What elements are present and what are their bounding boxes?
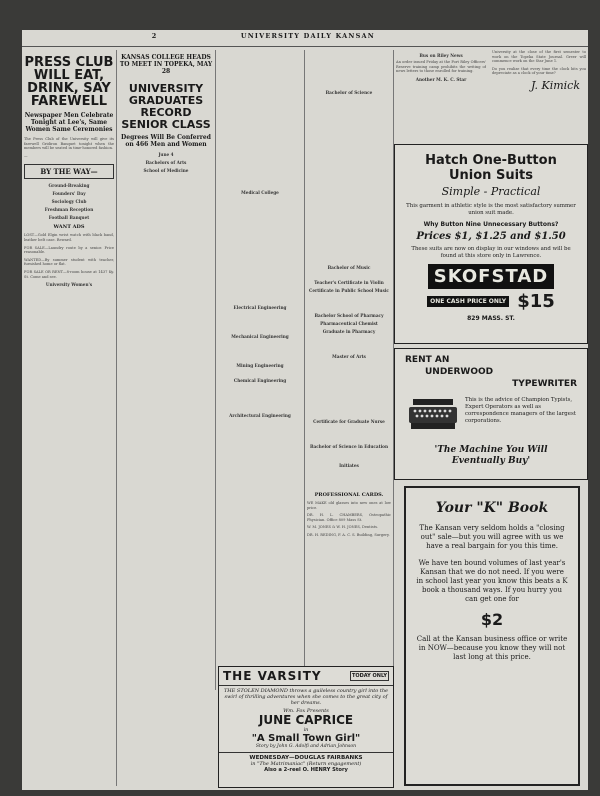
- press-club-headline: PRESS CLUB WILL EAT, DRINK, SAY FAREWELL: [24, 55, 114, 109]
- clock-body: Do you realize that every time the clock hits you depreciate as a clock of your time?: [492, 66, 586, 76]
- column-3: [218, 50, 302, 690]
- kansas-college-headline: KANSAS COLLEGE HEADS TO MEET IN TOPEKA, MAY 28: [119, 54, 213, 75]
- masthead: [22, 32, 588, 47]
- column-4: [307, 50, 391, 690]
- bachelor-pharmacy-subhead: Bachelor School of Pharmacy: [314, 313, 384, 318]
- column-rule: [215, 50, 216, 690]
- graduate-nurse-subhead: Certificate for Graduate Nurse: [313, 419, 385, 424]
- public-school-music-subhead: Certificate in Public School Music: [309, 288, 389, 293]
- mechanical-engineering-subhead: Mechanical Engineering: [231, 334, 289, 339]
- rent-an: RENT AN: [405, 355, 450, 365]
- prof-card-4: DR. H. REDING, F. A. C. S. Building, Surgery.: [307, 532, 390, 537]
- by-the-way-header: BY THE WAY—: [24, 164, 114, 179]
- skofstad-logo: [395, 264, 587, 289]
- founders-day-subhead: Founders' Day: [52, 191, 86, 197]
- skofstad-price: $15: [517, 291, 555, 312]
- column-1: [24, 50, 114, 786]
- k-book-p3: Call at the Kansan business office or write in NOW—because you know they will not last long at this price.: [416, 635, 568, 661]
- school-of-medicine-subhead: School of Medicine: [143, 168, 189, 173]
- graduate-pharmacy-subhead: Graduate in Pharmacy: [322, 329, 376, 334]
- press-club-subhead: Newspaper Men Celebrate Tonight at Lee's, Same Women Same Ceremonies: [24, 112, 114, 133]
- varsity-wednesday-film: in "The Matrimaniac" (Return engagement): [250, 761, 362, 767]
- pharmaceutical-chemist-subhead: Pharmaceutical Chemist: [320, 321, 378, 326]
- football-banquet-subhead: Football Banquet: [48, 215, 90, 221]
- skofstad-name: SKOFSTAD: [428, 264, 554, 289]
- prof-card-2: DR. H. L. CHAMBERS, Osteopathic Physician. Office 809 Mass St.: [307, 513, 391, 522]
- bachelor-music-subhead: Bachelor of Music: [327, 265, 371, 270]
- freshman-reception-subhead: Freshman Reception: [44, 207, 94, 213]
- skofstad-address: 829 MASS. ST.: [467, 315, 515, 322]
- varsity-today: TODAY ONLY: [351, 673, 387, 679]
- sociology-club-subhead: Sociology Club: [51, 199, 87, 205]
- hatch-union-suits-ad: [394, 144, 588, 344]
- typewriter-label: TYPEWRITER: [512, 379, 577, 389]
- mining-engineering-subhead: Mining Engineering: [236, 363, 284, 368]
- professional-cards-header: PROFESSIONAL CARDS.: [314, 492, 384, 498]
- hatch-shown: These suits are now on display in our windows and will be found at this store only in Lawrence.: [411, 246, 571, 259]
- k-book-ad: [404, 486, 580, 786]
- want-ad-wanted: WANTED—By summer student with teacher, furnished home or flat.: [24, 257, 114, 267]
- column-2: [119, 50, 213, 690]
- filler-text: —: [24, 153, 28, 158]
- star-body: University at the close of the first semester to work on the Topeka State Journal. Greer will commence work on the Star June 1.: [492, 50, 586, 64]
- bachelors-of-arts-subhead: Bachelors of Arts: [145, 160, 187, 165]
- medical-college-subhead: Medical College: [241, 190, 279, 195]
- column-rule: [304, 50, 305, 690]
- bachelor-science-subhead: Bachelor of Science: [325, 90, 373, 95]
- graduates-date: June 4: [158, 152, 174, 157]
- underwood-typewriter-ad: [394, 348, 588, 480]
- varsity-wednesday: WEDNESDAY—DOUGLAS FAIRBANKS: [249, 755, 363, 761]
- chemical-engineering-subhead: Chemical Engineering: [233, 378, 287, 383]
- master-of-arts-subhead: Master of Arts: [332, 354, 366, 359]
- press-club-body: The Press Club of the University will give its farewell Gridiron Banquet tonight when the members will be seated in time-honored fashion.: [24, 137, 114, 151]
- k-book-p1: The Kansan very seldom holds a "closing out" sale—but you will agree with us we have a real bargain for you this time.: [419, 524, 565, 550]
- riley-news-body: An order issued Friday at the Fort Riley Officers' Reserve training camp prohibits the writing of news letters to those enrolled for training.: [396, 60, 486, 74]
- varsity-theater-ad: [218, 666, 394, 788]
- k-book-title: Your "K" Book: [435, 500, 549, 516]
- graduates-headline: UNIVERSITY GRADUATES RECORD SENIOR CLASS: [121, 82, 211, 131]
- university-women-subhead: University Women's: [45, 282, 93, 288]
- teachers-certificate-subhead: Teacher's Certificate in Violin: [314, 280, 384, 285]
- varsity-header: [219, 667, 393, 686]
- paper-title: UNIVERSITY DAILY KANSAN: [240, 32, 375, 40]
- ground-breaking-subhead: Ground-Breaking: [48, 183, 90, 189]
- hatch-prices: Prices $1, $1.25 and $1.50: [416, 231, 566, 242]
- varsity-tagline: THE STOLEN DIAMOND throws a guileless country girl into the swirl of thrilling adventures when she comes to the great city of her dreams.: [223, 688, 389, 706]
- varsity-title: THE VARSITY: [223, 669, 322, 683]
- k-book-p2: We have ten bound volumes of last year's Kansan that we do not need. If you were in school last year you know this beats a K book a thousand ways. If you hurry you can get one for: [416, 559, 568, 603]
- signature: J. Kimick: [530, 78, 580, 92]
- hatch-why: Why Button Nine Unnecessary Buttons?: [423, 221, 559, 228]
- varsity-film: "A Small Town Girl": [251, 733, 361, 744]
- riley-news-subhead: Bus on Riley News: [419, 53, 463, 58]
- hatch-line-2: Union Suits: [448, 168, 533, 183]
- typewriter-icon: [407, 395, 459, 435]
- prof-card-1: WE MAKE old glasses into new ones at low price.: [307, 501, 391, 510]
- varsity-story: Story by John G. Adolfi and Adrian Johnson: [255, 744, 357, 749]
- want-ad-for-sale: FOR SALE—Laundry route by a senior. Price reasonable.: [24, 245, 114, 255]
- varsity-also: Also a 2-reel O. HENRY Story: [264, 767, 348, 773]
- hatch-description: This garment in athletic style is the most satisfactory summer union suit made.: [406, 203, 576, 216]
- rushes-column-right: [492, 50, 586, 150]
- electrical-engineering-subhead: Electrical Engineering: [233, 305, 287, 310]
- kc-star-subhead: Another M. K. C. Star: [415, 76, 467, 82]
- typewriter-slogan: 'The Machine You Will Eventually Buy': [434, 445, 548, 466]
- hatch-line-3: Simple - Practical: [441, 185, 541, 198]
- varsity-star: JUNE CAPRICE: [258, 713, 354, 727]
- page-number: 2: [151, 32, 158, 40]
- varsity-in: in: [303, 727, 309, 733]
- graduates-subhead: Degrees Will Be Conferred on 466 Men and Women: [121, 134, 211, 148]
- typewriter-description: This is the advice of Champion Typists, Expert Operators as well as correspondence managers of the largest corporations.: [465, 397, 576, 424]
- underwood: UNDERWOOD: [425, 367, 494, 377]
- hatch-line-1: Hatch One-Button: [425, 153, 557, 168]
- want-ad-lost: LOST—Gold Elgin wrist watch with black band, leather belt case. Reward.: [24, 233, 114, 242]
- one-cash-price: ONE CASH PRICE ONLY: [427, 296, 509, 307]
- initiates-subhead: Initiates: [339, 463, 359, 468]
- column-rule: [116, 50, 117, 786]
- prof-card-3: W. M. JONES & W. H. JONES, Dentists.: [307, 525, 379, 530]
- want-ads-header: WANT ADS: [53, 224, 85, 231]
- newspaper-page: [22, 30, 588, 790]
- varsity-presents: Wm. Fox Presents: [283, 708, 329, 714]
- architectural-engineering-subhead: Architectural Engineering: [229, 413, 291, 418]
- education-subhead: Bachelor of Science in Education: [309, 444, 389, 449]
- k-book-price: $2: [480, 610, 504, 629]
- want-ad-for-sale-rent: FOR SALE OR RENT—8-room house at 1437 Ky. St. Come and see.: [24, 269, 114, 279]
- rushes-column: [396, 50, 486, 150]
